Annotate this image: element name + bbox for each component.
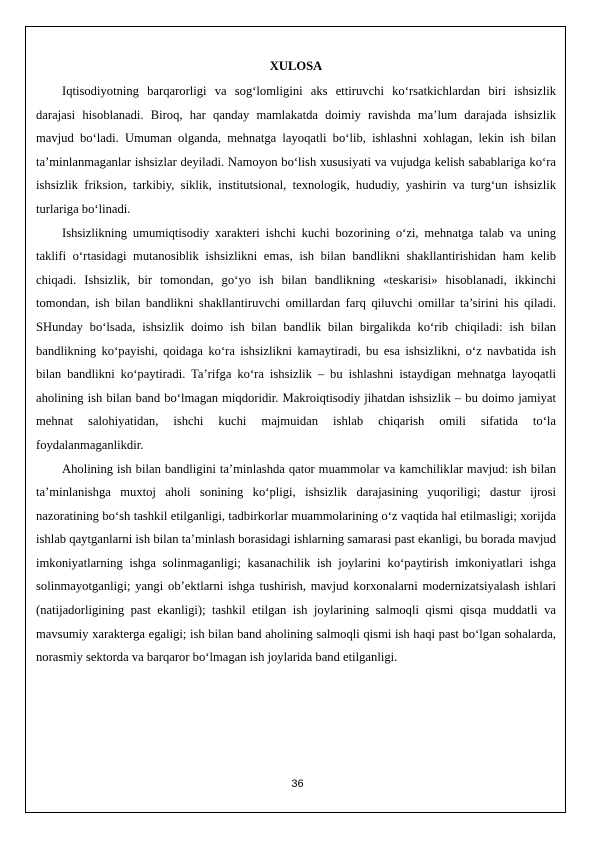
document-title: XULOSA [269,59,323,73]
paragraph-1-text: Iqtisodiyotning barqarorligi va sog‘lomligini aks ettiruvchi ko‘rsatkichlardan biri ishsizlik darajasi hisoblanadi. Biroq, har qanday mamlakatda doimiy ravishda ma’lum darajada ishsizlik mavjud bo‘ladi. Umuman olganda, mehnatga layoqatli bo‘lib, ishlashni xohlagan, lekin ish bilan ta’minlanmaganlar ishsizlar deyiladi. Namoyon bo‘lish xususiyati va vujudga kelish sabablariga ko‘ra ishsizlik friksion, tarkibiy, siklik, institutsional, texnologik, hududiy, yashirin va turg‘un ishsizlik turlariga bo‘linadi. [36,84,556,216]
paragraph-3 [36,458,556,670]
paragraph-2-text: Ishsizlikning umumiqtisodiy xarakteri ishchi kuchi bozorining o‘zi, mehnatga talab va uning taklifi o‘rtasidagi mutanosiblik ishsizlikni emas, ish bilan bandlikni shakllantirishidan ham kelib chiqadi. Ishsizlik, bir tomondan, go‘yo ish bilan bandlikning «teskarisi» hisoblanadi, ikkinchi tomondan, ish bilan bandlikni shakllantiruvchi omillardan farq qiluvchi omillar ta’sirini his qiladi. SHunday bo‘lsada, ishsizlik doimo ish bilan bandlik bilan birgalikda ko‘rib chiqiladi: ish bilan bandlikning ko‘payishi, qoidaga ko‘ra ishsizlikni kamaytiradi, bu esa ishsizlikni, o‘z navbatida ish bilan bandlikni ko‘paytiradi. Ta’rifga ko‘ra ishsizlik – bu ishlashni istaydigan mehnatga layoqatli aholining ish bilan band bo‘lmagan miqdoridir. Makroiqtisodiy jihatdan ishsizlik – bu doimo jamiyat mehnat salohiyatidan, ishchi kuchi majmuidan ishlab chiqarish omili sifatida to‘la foydalanmaganlikdir. [36,225,556,452]
paragraph-3-text: Aholining ish bilan bandligini ta’minlashda qator muammolar va kamchiliklar mavjud: ish bilan ta’minlanishga muxtoj aholi sonining ko‘pligi, ishsizlik darajasining yuqoriligi; dastur ijrosi nazoratining bo‘sh tashkil etilganligi, tadbirkorlar muammolarining o‘z vaqtida hal etilmasligi; xorijda ishlab qaytganlarni ish bilan ta’minlash borasidagi ishlarning samarasi past ekanligi, bu borada mavjud imkoniyatlarning ishga solinmaganligi; kasanachilik ish joylarini ko‘paytirish imkoniyatlari ishga solinmayotganligi; yangi ob’ektlarni ishga tushirish, mavjud korxonalarni modernizatsiyalash ishlari (natijadorligining past ekanligi); tashkil etilgan ish joylarining salmoqli qismi qisqa muddatli va mavsumiy xarakterga egaligi; ish bilan band aholining salmoqli qismi ish haqi past bo‘lgan sohalarda, norasmiy sektorda va barqaror bo‘lmagan ish joylarida band etilganligi. [36,461,556,665]
page-number: 36 [291,778,304,790]
document-body [36,57,556,670]
paragraph-2 [36,222,556,458]
paragraph-1 [36,80,556,222]
